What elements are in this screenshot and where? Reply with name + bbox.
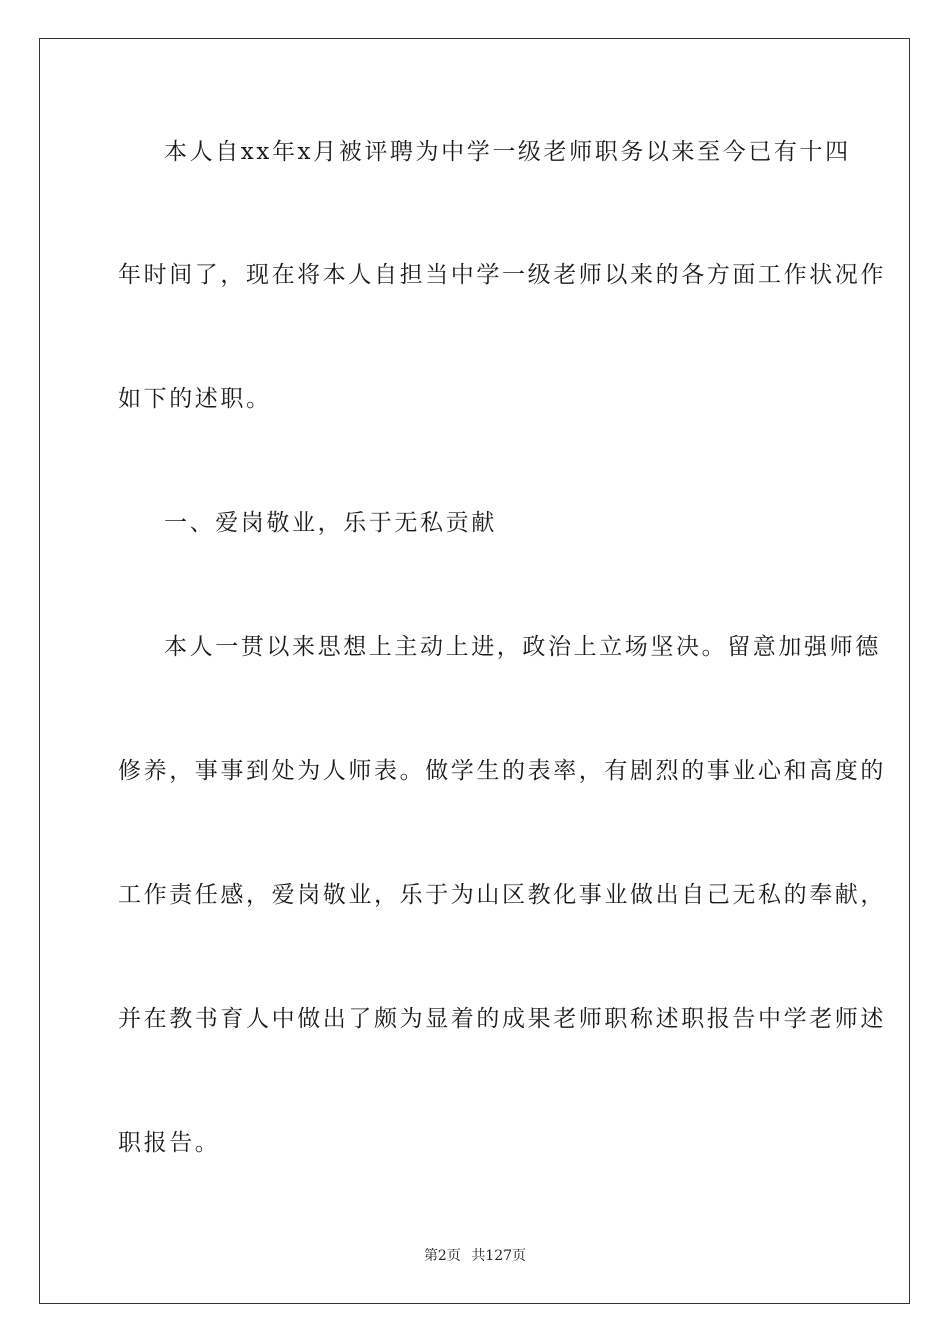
paragraph-line: 职报告。 [118, 1130, 221, 1156]
paragraph-line: 修养，事事到处为人师表。做学生的表率，有剧烈的事业心和高度的 [118, 758, 886, 784]
paragraph-line: 本人一贯以来思想上主动上进，政治上立场坚决。留意加强师德 [164, 634, 881, 660]
paragraph-line: 年时间了，现在将本人自担当中学一级老师以来的各方面工作状况作 [118, 262, 886, 288]
page-footer [0, 1247, 950, 1265]
page-number: 第2页 [423, 1248, 461, 1264]
paragraph-line: 如下的述职。 [118, 386, 272, 412]
page-border [39, 38, 910, 1304]
total-pages: 共127页 [471, 1248, 527, 1264]
paragraph-line: 本人自xx年x月被评聘为中学一级老师职务以来至今已有十四 [164, 139, 851, 165]
paragraph-line: 工作责任感，爱岗敬业，乐于为山区教化事业做出自己无私的奉献， [118, 882, 886, 908]
paragraph-line: 并在教书育人中做出了颇为显着的成果老师职称述职报告中学老师述 [118, 1006, 886, 1032]
section-heading: 一、爱岗敬业，乐于无私贡献 [164, 510, 497, 536]
